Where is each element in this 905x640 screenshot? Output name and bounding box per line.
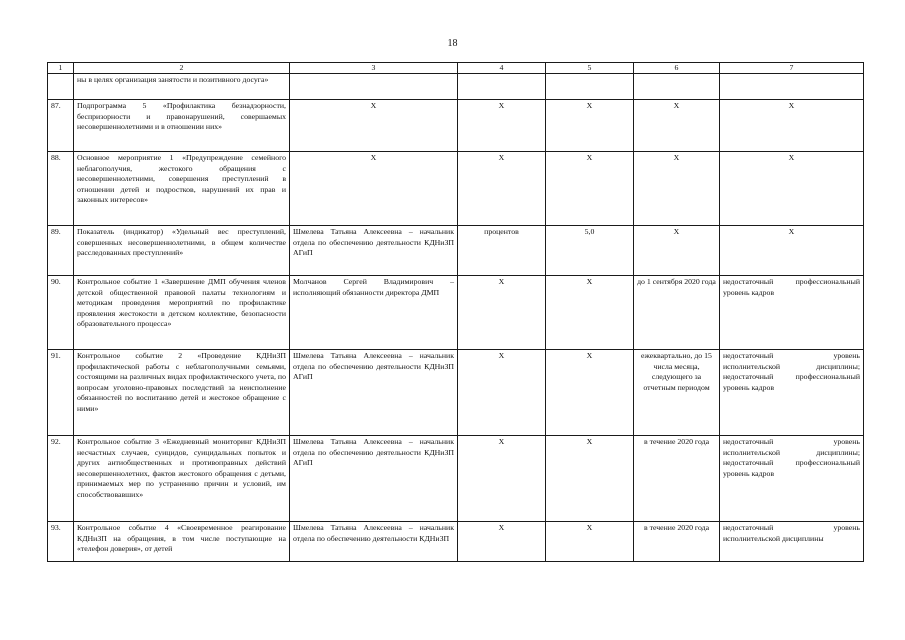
row-unit: Х [458,350,546,436]
row-deadline: Х [634,152,720,226]
page-number: 18 [447,38,458,49]
table-row [48,350,864,436]
row-description: Контрольное событие 2 «Проведение КДНиЗП профилактической работы с неблагополучными семьями, состоящими на различных видах профилактического учета, по вопросам уголовно-правовых последствий за неисполнение обязанностей по воспитанию детей и жестокое обращение с ними» [74,350,290,436]
row-deadline: в течение 2020 года [634,436,720,522]
row-responsible [290,74,458,100]
row-description: ны в целях организация занятости и позитивного досуга» [74,74,290,100]
row-value: Х [546,100,634,152]
row-unit: Х [458,522,546,562]
row-value: Х [546,436,634,522]
row-description: Подпрограмма 5 «Профилактика безнадзорности, беспризорности и правонарушений, совершаемых несовершеннолетними и в отношении них» [74,100,290,152]
row-number: 93. [48,522,74,562]
row-description: Показатель (индикатор) «Удельный вес преступлений, совершенных несовершеннолетними, в общем количестве расследованных преступлений» [74,226,290,276]
row-risk: Х [720,226,864,276]
column-header: 6 [634,63,720,74]
row-unit [458,74,546,100]
row-deadline [634,74,720,100]
row-responsible: Шмелева Татьяна Алексеевна – начальник отдела по обеспечению деятельности КДНиЗП АГиП [290,226,458,276]
column-header: 1 [48,63,74,74]
row-responsible: Х [290,100,458,152]
row-risk [720,74,864,100]
row-value: Х [546,350,634,436]
column-header: 4 [458,63,546,74]
row-description: Контрольное событие 3 «Ежедневный мониторинг КДНиЗП несчастных случаев, суицидов, суицидальных попыток и других антиобщественных и противоправных действий несовершеннолетних, фактов жестокого обращения с детьми, принимаемых мер по устранению причин и условий, им способствовавших» [74,436,290,522]
row-number: 91. [48,350,74,436]
row-responsible: Шмелева Татьяна Алексеевна – начальник отдела по обеспечению деятельности КДНиЗП АГиП [290,350,458,436]
row-risk: недостаточный профессиональный уровень кадров [720,276,864,350]
row-deadline: до 1 сентября 2020 года [634,276,720,350]
table-row [48,100,864,152]
row-number: 87. [48,100,74,152]
row-description: Контрольное событие 1 «Завершение ДМП обучения членов детской общественной правовой палаты технологиям и методикам проведения мероприятий по профилактике проявления жестокости в детском коллективе, безопасности образовательного процесса» [74,276,290,350]
row-unit: Х [458,276,546,350]
row-value: Х [546,152,634,226]
row-responsible: Х [290,152,458,226]
row-description: Основное мероприятие 1 «Предупреждение семейного неблагополучия, жестокого обращения с несовершеннолетними, совершения преступлений в отношении детей и подростков, нарушений их прав и законных интересов» [74,152,290,226]
row-deadline: Х [634,226,720,276]
row-deadline: ежеквартально, до 15 числа месяца, следующего за отчетным периодом [634,350,720,436]
row-value: Х [546,522,634,562]
row-number: 89. [48,226,74,276]
table-row [48,436,864,522]
row-responsible: Шмелева Татьяна Алексеевна – начальник отдела по обеспечению деятельности КДНиЗП АГиП [290,436,458,522]
row-number: 90. [48,276,74,350]
table-row [48,152,864,226]
row-value: 5,0 [546,226,634,276]
row-deadline: Х [634,100,720,152]
row-risk: недостаточный уровень исполнительской дисциплины; недостаточный профессиональный уровень кадров [720,350,864,436]
row-number: 88. [48,152,74,226]
row-value: Х [546,276,634,350]
column-header: 7 [720,63,864,74]
plan-table [47,62,864,562]
column-header: 3 [290,63,458,74]
row-value [546,74,634,100]
row-risk: Х [720,100,864,152]
row-unit: процентов [458,226,546,276]
row-deadline: в течение 2020 года [634,522,720,562]
table-row [48,74,864,100]
column-header: 2 [74,63,290,74]
row-unit: Х [458,152,546,226]
row-number: 92. [48,436,74,522]
row-number [48,74,74,100]
table-row [48,522,864,562]
table-row [48,276,864,350]
row-unit: Х [458,100,546,152]
header-row [48,63,864,74]
row-risk: Х [720,152,864,226]
column-header: 5 [546,63,634,74]
row-description: Контрольное событие 4 «Своевременное реагирование КДНиЗП на обращения, в том числе поступающие на «телефон доверия», от детей [74,522,290,562]
row-responsible: Молчанов Сергей Владимирович – исполняющий обязанности директора ДМП [290,276,458,350]
row-unit: Х [458,436,546,522]
row-risk: недостаточный уровень исполнительской дисциплины; недостаточный профессиональный уровень кадров [720,436,864,522]
row-responsible: Шмелева Татьяна Алексеевна – начальник отдела по обеспечению деятельности КДНиЗП [290,522,458,562]
row-risk: недостаточный уровень исполнительской дисциплины [720,522,864,562]
table-row [48,226,864,276]
